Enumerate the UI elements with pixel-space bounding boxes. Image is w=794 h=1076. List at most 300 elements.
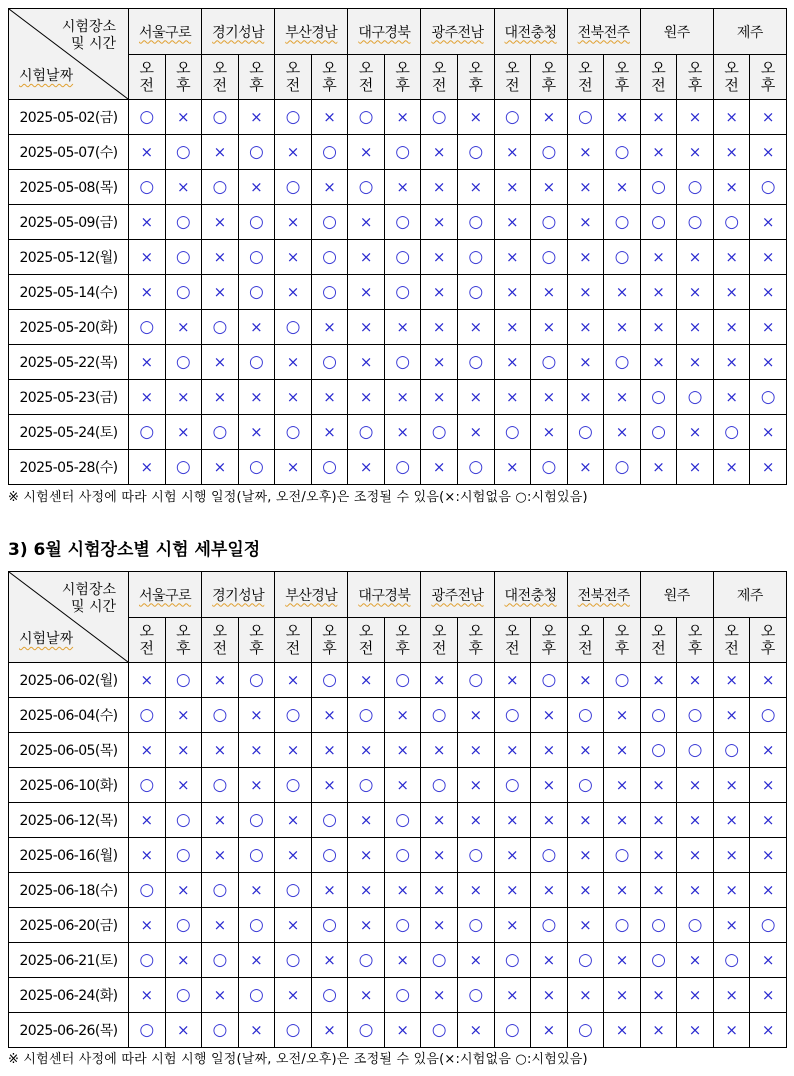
exam-available-icon: ○: [421, 100, 458, 135]
exam-unavailable-icon: ×: [494, 310, 531, 345]
exam-available-icon: ○: [604, 908, 641, 943]
exam-unavailable-icon: ×: [531, 310, 568, 345]
exam-unavailable-icon: ×: [238, 943, 275, 978]
exam-available-icon: ○: [421, 943, 458, 978]
exam-unavailable-icon: ×: [713, 345, 750, 380]
exam-available-icon: ○: [421, 415, 458, 450]
exam-unavailable-icon: ×: [640, 345, 677, 380]
date-cell: 2025-06-20(금): [9, 908, 129, 943]
exam-unavailable-icon: ×: [750, 135, 787, 170]
exam-unavailable-icon: ×: [531, 170, 568, 205]
exam-available-icon: ○: [384, 450, 421, 485]
region-header: 대전충청: [494, 572, 567, 618]
region-header: 광주전남: [421, 9, 494, 55]
exam-unavailable-icon: ×: [165, 943, 202, 978]
date-cell: 2025-05-28(수): [9, 450, 129, 485]
exam-unavailable-icon: ×: [457, 768, 494, 803]
exam-unavailable-icon: ×: [457, 943, 494, 978]
exam-available-icon: ○: [348, 415, 385, 450]
exam-unavailable-icon: ×: [677, 943, 714, 978]
exam-available-icon: ○: [457, 978, 494, 1013]
exam-available-icon: ○: [567, 1013, 604, 1048]
exam-available-icon: ○: [311, 275, 348, 310]
exam-unavailable-icon: ×: [384, 873, 421, 908]
exam-available-icon: ○: [494, 698, 531, 733]
exam-available-icon: ○: [311, 663, 348, 698]
exam-unavailable-icon: ×: [750, 873, 787, 908]
exam-unavailable-icon: ×: [713, 838, 750, 873]
exam-available-icon: ○: [421, 1013, 458, 1048]
exam-unavailable-icon: ×: [348, 240, 385, 275]
region-header: 대구경북: [348, 572, 421, 618]
table-row: [9, 908, 787, 943]
exam-available-icon: ○: [494, 943, 531, 978]
table-row: [9, 100, 787, 135]
exam-available-icon: ○: [202, 768, 239, 803]
table-row: [9, 873, 787, 908]
exam-unavailable-icon: ×: [421, 380, 458, 415]
slot-header-pm: 오 후: [677, 618, 714, 663]
exam-unavailable-icon: ×: [494, 135, 531, 170]
date-cell: 2025-05-08(목): [9, 170, 129, 205]
exam-unavailable-icon: ×: [238, 415, 275, 450]
exam-available-icon: ○: [640, 943, 677, 978]
exam-available-icon: ○: [713, 943, 750, 978]
exam-unavailable-icon: ×: [677, 1013, 714, 1048]
exam-unavailable-icon: ×: [165, 873, 202, 908]
date-cell: 2025-06-26(목): [9, 1013, 129, 1048]
exam-unavailable-icon: ×: [129, 450, 166, 485]
exam-unavailable-icon: ×: [129, 978, 166, 1013]
exam-unavailable-icon: ×: [567, 873, 604, 908]
exam-unavailable-icon: ×: [348, 450, 385, 485]
exam-available-icon: ○: [713, 415, 750, 450]
exam-unavailable-icon: ×: [348, 310, 385, 345]
slot-header-pm: 오 후: [311, 618, 348, 663]
exam-available-icon: ○: [129, 100, 166, 135]
date-cell: 2025-06-16(월): [9, 838, 129, 873]
exam-unavailable-icon: ×: [604, 698, 641, 733]
exam-unavailable-icon: ×: [165, 733, 202, 768]
exam-unavailable-icon: ×: [750, 450, 787, 485]
exam-unavailable-icon: ×: [567, 450, 604, 485]
exam-unavailable-icon: ×: [238, 873, 275, 908]
exam-available-icon: ○: [604, 663, 641, 698]
exam-unavailable-icon: ×: [238, 698, 275, 733]
exam-unavailable-icon: ×: [604, 415, 641, 450]
exam-unavailable-icon: ×: [677, 978, 714, 1013]
exam-unavailable-icon: ×: [567, 978, 604, 1013]
table-row: [9, 978, 787, 1013]
exam-available-icon: ○: [567, 943, 604, 978]
exam-unavailable-icon: ×: [677, 100, 714, 135]
exam-unavailable-icon: ×: [202, 240, 239, 275]
exam-unavailable-icon: ×: [750, 733, 787, 768]
exam-available-icon: ○: [604, 205, 641, 240]
exam-available-icon: ○: [384, 275, 421, 310]
region-header: 경기성남: [202, 572, 275, 618]
exam-available-icon: ○: [275, 873, 312, 908]
exam-unavailable-icon: ×: [713, 240, 750, 275]
exam-unavailable-icon: ×: [348, 733, 385, 768]
exam-unavailable-icon: ×: [640, 135, 677, 170]
exam-available-icon: ○: [311, 135, 348, 170]
exam-unavailable-icon: ×: [238, 1013, 275, 1048]
exam-available-icon: ○: [129, 415, 166, 450]
exam-unavailable-icon: ×: [604, 873, 641, 908]
exam-unavailable-icon: ×: [750, 943, 787, 978]
corner-label-date: 시험날짜: [19, 631, 74, 647]
exam-unavailable-icon: ×: [713, 380, 750, 415]
exam-unavailable-icon: ×: [750, 310, 787, 345]
exam-unavailable-icon: ×: [421, 205, 458, 240]
exam-available-icon: ○: [713, 733, 750, 768]
exam-available-icon: ○: [457, 205, 494, 240]
exam-unavailable-icon: ×: [384, 1013, 421, 1048]
exam-unavailable-icon: ×: [713, 698, 750, 733]
table-row: [9, 345, 787, 380]
exam-available-icon: ○: [202, 310, 239, 345]
exam-unavailable-icon: ×: [129, 205, 166, 240]
exam-unavailable-icon: ×: [567, 380, 604, 415]
exam-available-icon: ○: [677, 698, 714, 733]
exam-available-icon: ○: [238, 803, 275, 838]
exam-unavailable-icon: ×: [165, 415, 202, 450]
exam-unavailable-icon: ×: [604, 803, 641, 838]
exam-available-icon: ○: [165, 240, 202, 275]
slot-header-pm: 오 후: [384, 618, 421, 663]
exam-unavailable-icon: ×: [531, 275, 568, 310]
exam-unavailable-icon: ×: [129, 838, 166, 873]
exam-available-icon: ○: [531, 450, 568, 485]
exam-unavailable-icon: ×: [238, 310, 275, 345]
exam-available-icon: ○: [165, 275, 202, 310]
slot-header-am: 오 전: [202, 618, 239, 663]
may-schedule-table: [8, 8, 787, 485]
exam-unavailable-icon: ×: [457, 380, 494, 415]
exam-unavailable-icon: ×: [202, 380, 239, 415]
date-cell: 2025-05-22(목): [9, 345, 129, 380]
exam-unavailable-icon: ×: [494, 170, 531, 205]
exam-available-icon: ○: [202, 943, 239, 978]
exam-available-icon: ○: [604, 135, 641, 170]
exam-available-icon: ○: [421, 698, 458, 733]
exam-unavailable-icon: ×: [713, 275, 750, 310]
date-cell: 2025-06-02(월): [9, 663, 129, 698]
table-row: [9, 240, 787, 275]
slot-header-am: 오 전: [494, 618, 531, 663]
exam-unavailable-icon: ×: [311, 733, 348, 768]
exam-unavailable-icon: ×: [567, 908, 604, 943]
june-footnote: ※ 시험센터 사정에 따라 시험 시행 일정(날짜, 오전/오후)은 조정될 수 있음(×:시험없음 ○:시험있음): [8, 1052, 588, 1067]
exam-unavailable-icon: ×: [713, 663, 750, 698]
exam-available-icon: ○: [129, 170, 166, 205]
exam-unavailable-icon: ×: [750, 803, 787, 838]
region-header: 서울구로: [129, 9, 202, 55]
exam-unavailable-icon: ×: [129, 803, 166, 838]
region-header: 제주: [713, 9, 786, 55]
exam-available-icon: ○: [457, 135, 494, 170]
exam-unavailable-icon: ×: [750, 768, 787, 803]
exam-unavailable-icon: ×: [640, 768, 677, 803]
exam-available-icon: ○: [129, 698, 166, 733]
region-header: 부산경남: [275, 572, 348, 618]
exam-available-icon: ○: [567, 698, 604, 733]
exam-unavailable-icon: ×: [640, 803, 677, 838]
exam-unavailable-icon: ×: [494, 803, 531, 838]
exam-unavailable-icon: ×: [165, 310, 202, 345]
exam-unavailable-icon: ×: [677, 838, 714, 873]
exam-available-icon: ○: [238, 978, 275, 1013]
exam-unavailable-icon: ×: [640, 450, 677, 485]
slot-header-am: 오 전: [129, 618, 166, 663]
slot-header-pm: 오 후: [384, 55, 421, 100]
exam-unavailable-icon: ×: [677, 415, 714, 450]
exam-unavailable-icon: ×: [567, 275, 604, 310]
exam-unavailable-icon: ×: [494, 908, 531, 943]
exam-unavailable-icon: ×: [421, 803, 458, 838]
exam-available-icon: ○: [311, 838, 348, 873]
exam-unavailable-icon: ×: [531, 100, 568, 135]
exam-available-icon: ○: [604, 838, 641, 873]
exam-unavailable-icon: ×: [421, 733, 458, 768]
exam-unavailable-icon: ×: [202, 663, 239, 698]
table-row: [9, 135, 787, 170]
exam-unavailable-icon: ×: [275, 838, 312, 873]
table-row: [9, 1013, 787, 1048]
exam-unavailable-icon: ×: [311, 380, 348, 415]
exam-available-icon: ○: [348, 170, 385, 205]
exam-unavailable-icon: ×: [421, 135, 458, 170]
date-cell: 2025-06-18(수): [9, 873, 129, 908]
slot-header-am: 오 전: [348, 618, 385, 663]
slot-header-pm: 오 후: [531, 55, 568, 100]
exam-unavailable-icon: ×: [275, 663, 312, 698]
exam-available-icon: ○: [129, 943, 166, 978]
exam-unavailable-icon: ×: [531, 943, 568, 978]
exam-available-icon: ○: [677, 170, 714, 205]
exam-available-icon: ○: [311, 345, 348, 380]
region-header: 원주: [640, 9, 713, 55]
exam-unavailable-icon: ×: [494, 275, 531, 310]
exam-unavailable-icon: ×: [311, 873, 348, 908]
exam-available-icon: ○: [275, 768, 312, 803]
exam-unavailable-icon: ×: [457, 803, 494, 838]
exam-available-icon: ○: [750, 698, 787, 733]
exam-unavailable-icon: ×: [421, 345, 458, 380]
exam-available-icon: ○: [275, 100, 312, 135]
exam-unavailable-icon: ×: [348, 803, 385, 838]
exam-available-icon: ○: [677, 380, 714, 415]
slot-header-pm: 오 후: [457, 55, 494, 100]
exam-unavailable-icon: ×: [421, 275, 458, 310]
exam-unavailable-icon: ×: [384, 310, 421, 345]
exam-unavailable-icon: ×: [275, 240, 312, 275]
exam-available-icon: ○: [311, 205, 348, 240]
may-footnote: ※ 시험센터 사정에 따라 시험 시행 일정(날짜, 오전/오후)은 조정될 수 있음(×:시험없음 ○:시험있음): [8, 490, 588, 505]
exam-unavailable-icon: ×: [384, 733, 421, 768]
exam-unavailable-icon: ×: [604, 943, 641, 978]
exam-unavailable-icon: ×: [567, 733, 604, 768]
slot-header-pm: 오 후: [604, 55, 641, 100]
table-row: [9, 205, 787, 240]
exam-unavailable-icon: ×: [713, 450, 750, 485]
exam-available-icon: ○: [640, 380, 677, 415]
exam-unavailable-icon: ×: [713, 1013, 750, 1048]
exam-available-icon: ○: [640, 733, 677, 768]
exam-available-icon: ○: [494, 415, 531, 450]
exam-unavailable-icon: ×: [348, 135, 385, 170]
exam-unavailable-icon: ×: [604, 768, 641, 803]
exam-unavailable-icon: ×: [348, 978, 385, 1013]
exam-available-icon: ○: [531, 663, 568, 698]
exam-unavailable-icon: ×: [311, 310, 348, 345]
exam-unavailable-icon: ×: [238, 380, 275, 415]
exam-unavailable-icon: ×: [640, 838, 677, 873]
exam-unavailable-icon: ×: [384, 768, 421, 803]
exam-unavailable-icon: ×: [421, 873, 458, 908]
exam-unavailable-icon: ×: [604, 733, 641, 768]
table-row: [9, 380, 787, 415]
exam-unavailable-icon: ×: [713, 803, 750, 838]
table-row: [9, 170, 787, 205]
exam-unavailable-icon: ×: [531, 803, 568, 838]
exam-available-icon: ○: [238, 908, 275, 943]
table-row: [9, 943, 787, 978]
exam-unavailable-icon: ×: [311, 170, 348, 205]
exam-available-icon: ○: [494, 100, 531, 135]
exam-available-icon: ○: [165, 135, 202, 170]
exam-available-icon: ○: [677, 205, 714, 240]
exam-unavailable-icon: ×: [202, 345, 239, 380]
exam-available-icon: ○: [275, 1013, 312, 1048]
exam-unavailable-icon: ×: [677, 450, 714, 485]
june-schedule-table: [8, 571, 787, 1048]
exam-unavailable-icon: ×: [750, 275, 787, 310]
exam-unavailable-icon: ×: [750, 100, 787, 135]
slot-header-pm: 오 후: [750, 618, 787, 663]
exam-unavailable-icon: ×: [421, 450, 458, 485]
exam-unavailable-icon: ×: [238, 100, 275, 135]
exam-unavailable-icon: ×: [567, 205, 604, 240]
slot-header-pm: 오 후: [238, 55, 275, 100]
date-cell: 2025-05-12(월): [9, 240, 129, 275]
exam-available-icon: ○: [384, 345, 421, 380]
date-cell: 2025-05-09(금): [9, 205, 129, 240]
exam-available-icon: ○: [384, 978, 421, 1013]
exam-unavailable-icon: ×: [165, 170, 202, 205]
exam-available-icon: ○: [640, 698, 677, 733]
exam-available-icon: ○: [311, 450, 348, 485]
exam-unavailable-icon: ×: [384, 380, 421, 415]
region-header: 전북전주: [567, 572, 640, 618]
exam-unavailable-icon: ×: [494, 450, 531, 485]
exam-unavailable-icon: ×: [238, 768, 275, 803]
exam-available-icon: ○: [421, 768, 458, 803]
exam-unavailable-icon: ×: [750, 345, 787, 380]
exam-available-icon: ○: [531, 240, 568, 275]
exam-unavailable-icon: ×: [202, 978, 239, 1013]
exam-available-icon: ○: [238, 275, 275, 310]
corner-header: [9, 9, 129, 100]
exam-available-icon: ○: [275, 415, 312, 450]
exam-available-icon: ○: [165, 978, 202, 1013]
exam-unavailable-icon: ×: [677, 275, 714, 310]
corner-header: [9, 572, 129, 663]
exam-available-icon: ○: [677, 733, 714, 768]
exam-available-icon: ○: [202, 415, 239, 450]
region-header: 전북전주: [567, 9, 640, 55]
exam-unavailable-icon: ×: [165, 698, 202, 733]
date-cell: 2025-05-14(수): [9, 275, 129, 310]
exam-unavailable-icon: ×: [421, 310, 458, 345]
exam-available-icon: ○: [384, 135, 421, 170]
exam-unavailable-icon: ×: [567, 838, 604, 873]
exam-available-icon: ○: [457, 908, 494, 943]
exam-unavailable-icon: ×: [421, 908, 458, 943]
exam-unavailable-icon: ×: [275, 450, 312, 485]
exam-available-icon: ○: [640, 415, 677, 450]
exam-available-icon: ○: [238, 345, 275, 380]
table-row: [9, 803, 787, 838]
table-row: [9, 275, 787, 310]
exam-unavailable-icon: ×: [713, 768, 750, 803]
slot-header-pm: 오 후: [457, 618, 494, 663]
slot-header-am: 오 전: [348, 55, 385, 100]
date-cell: 2025-06-10(화): [9, 768, 129, 803]
exam-unavailable-icon: ×: [129, 275, 166, 310]
exam-unavailable-icon: ×: [567, 170, 604, 205]
exam-unavailable-icon: ×: [640, 310, 677, 345]
exam-unavailable-icon: ×: [750, 838, 787, 873]
exam-unavailable-icon: ×: [677, 135, 714, 170]
region-header: 서울구로: [129, 572, 202, 618]
exam-available-icon: ○: [129, 310, 166, 345]
exam-available-icon: ○: [348, 768, 385, 803]
exam-unavailable-icon: ×: [165, 768, 202, 803]
exam-available-icon: ○: [457, 663, 494, 698]
exam-unavailable-icon: ×: [348, 275, 385, 310]
exam-available-icon: ○: [384, 240, 421, 275]
exam-unavailable-icon: ×: [713, 170, 750, 205]
exam-unavailable-icon: ×: [311, 415, 348, 450]
exam-unavailable-icon: ×: [457, 733, 494, 768]
exam-available-icon: ○: [457, 450, 494, 485]
exam-available-icon: ○: [129, 1013, 166, 1048]
exam-unavailable-icon: ×: [384, 415, 421, 450]
exam-unavailable-icon: ×: [275, 978, 312, 1013]
exam-available-icon: ○: [384, 908, 421, 943]
exam-unavailable-icon: ×: [713, 908, 750, 943]
exam-unavailable-icon: ×: [275, 908, 312, 943]
exam-available-icon: ○: [348, 943, 385, 978]
exam-available-icon: ○: [165, 450, 202, 485]
exam-unavailable-icon: ×: [202, 838, 239, 873]
exam-available-icon: ○: [457, 275, 494, 310]
exam-unavailable-icon: ×: [421, 663, 458, 698]
exam-available-icon: ○: [750, 380, 787, 415]
date-cell: 2025-06-05(목): [9, 733, 129, 768]
exam-unavailable-icon: ×: [275, 275, 312, 310]
slot-header-am: 오 전: [567, 618, 604, 663]
exam-unavailable-icon: ×: [384, 943, 421, 978]
exam-available-icon: ○: [348, 1013, 385, 1048]
region-header: 경기성남: [202, 9, 275, 55]
exam-unavailable-icon: ×: [640, 663, 677, 698]
exam-available-icon: ○: [384, 663, 421, 698]
date-cell: 2025-06-12(목): [9, 803, 129, 838]
exam-available-icon: ○: [238, 205, 275, 240]
